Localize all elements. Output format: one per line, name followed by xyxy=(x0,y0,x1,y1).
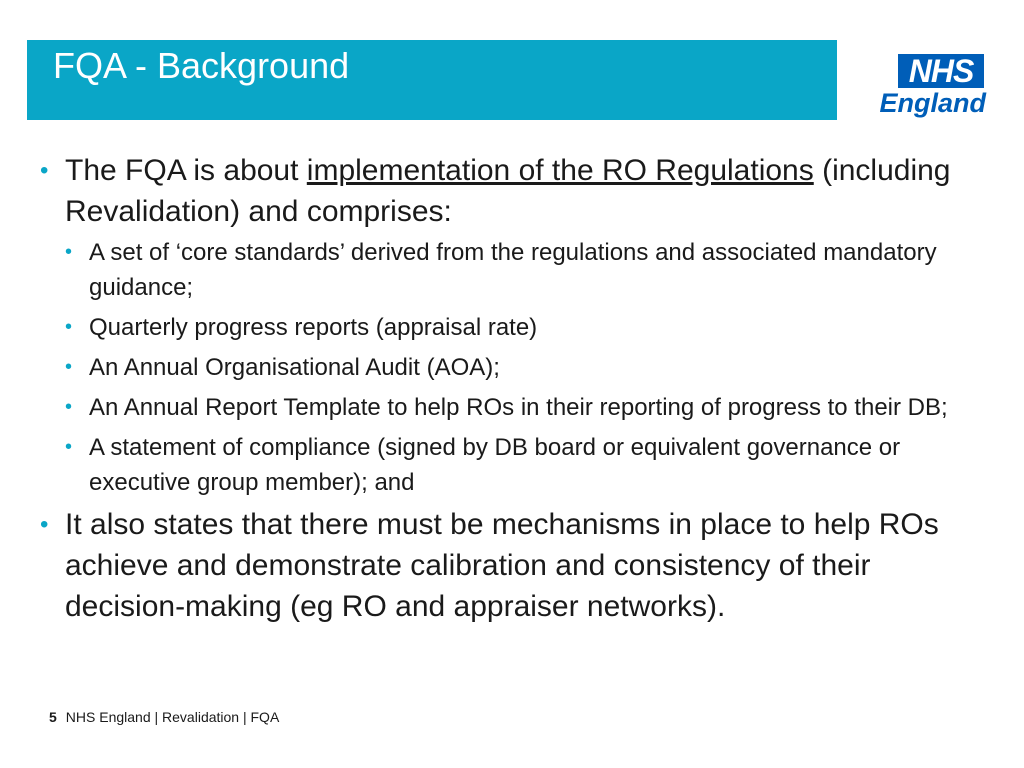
bullet-dot-icon: • xyxy=(65,316,73,338)
sub-bullet-4 xyxy=(40,390,970,425)
slide-footer xyxy=(49,708,279,726)
bullet-2-text: It also states that there must be mechanisms in place to help ROs achieve and demonstrate calibration and consistency of their decision-making (eg RO and appraiser networks). xyxy=(65,508,939,623)
title-bar xyxy=(27,40,837,120)
bullet-item-1 xyxy=(40,150,970,232)
sub-bullet-3 xyxy=(40,350,970,385)
footer-text: NHS England | Revalidation | FQA xyxy=(65,709,280,725)
sub-bullet-5 xyxy=(40,430,970,500)
sub-bullet-text: A statement of compliance (signed by DB board or equivalent governance or executive group member); and xyxy=(89,434,901,496)
nhs-england-logo xyxy=(874,54,986,122)
nhs-logo-box: NHS xyxy=(898,54,984,88)
sub-bullet-text: Quarterly progress reports (appraisal rate) xyxy=(89,314,538,341)
bullet-item-2 xyxy=(40,504,970,627)
slide-body xyxy=(40,150,970,627)
bullet-dot-icon: • xyxy=(65,396,73,418)
bullet-1-intro: The FQA is about xyxy=(65,154,307,187)
bullet-dot-icon: • xyxy=(65,241,73,263)
bullet-dot-icon: • xyxy=(65,436,73,458)
bullet-1-underlined: implementation of the RO Regulations xyxy=(306,154,814,187)
bullet-dot-icon: • xyxy=(40,157,49,184)
nhs-logo-word: England xyxy=(879,88,986,118)
slide-title: FQA - Background xyxy=(53,45,350,86)
sub-bullet-2 xyxy=(40,310,970,345)
sub-bullet-1 xyxy=(40,235,970,305)
bullet-dot-icon: • xyxy=(40,511,49,538)
bullet-dot-icon: • xyxy=(65,356,73,378)
bullet-1-rest: (including Revalidation) and comprises: xyxy=(65,154,951,228)
sub-bullet-text: A set of ‘core standards’ derived from the regulations and associated mandatory guidance; xyxy=(89,239,937,301)
page-number: 5 xyxy=(49,709,57,725)
sub-bullet-text: An Annual Organisational Audit (AOA); xyxy=(89,354,500,381)
sub-bullet-text: An Annual Report Template to help ROs in their reporting of progress to their DB; xyxy=(89,394,948,421)
